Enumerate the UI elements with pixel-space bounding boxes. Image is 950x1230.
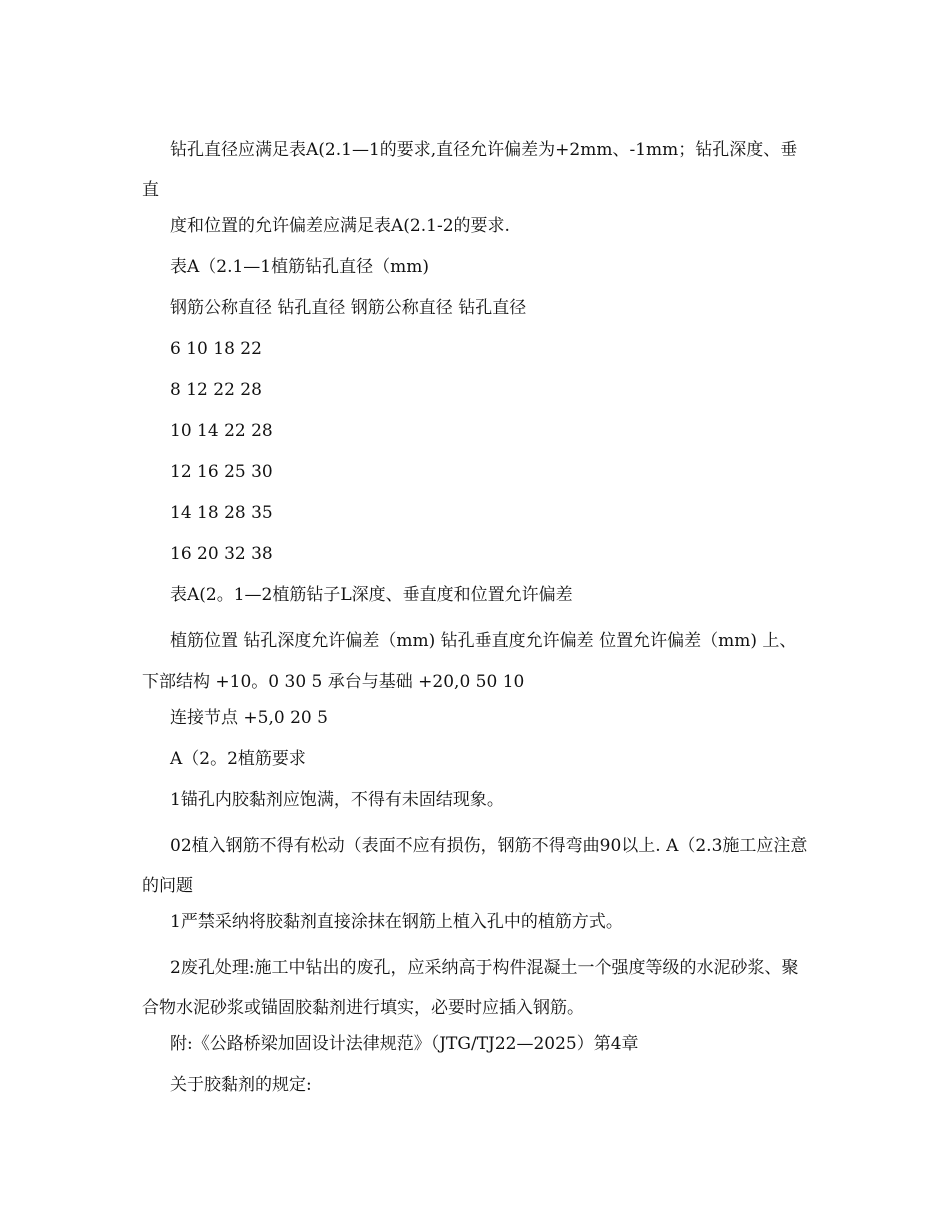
table-row: 8 12 22 28 (170, 380, 262, 400)
table-row: 14 18 28 35 (170, 503, 273, 523)
table-a-2-1-2-title: 表A(2。1—2植筋钻子L深度、垂直度和位置允许偏差 (170, 585, 573, 605)
section-heading-a-2-2: A（2。2植筋要求 (170, 749, 306, 769)
table-a-2-1-1-header: 钢筋公称直径 钻孔直径 钢筋公称直径 钻孔直径 (170, 298, 527, 318)
list-item: 1严禁采纳将胶黏剂直接涂抹在钢筋上植入孔中的植筋方式。 (170, 912, 623, 932)
appendix-reference: 附:《公路桥梁加固设计法律规范》（JTG/TJ22—2025）第4章 (170, 1034, 639, 1054)
paragraph-tolerance-reference: 度和位置的允许偏差应满足表A(2.1-2的要求. (170, 216, 510, 236)
list-item: 1锚孔内胶黏剂应饱满，不得有未固结现象。 (170, 790, 504, 810)
list-item: 02植入钢筋不得有松动（表面不应有损伤，钢筋不得弯曲90以上. A（2.3施工应注意的问题 (142, 836, 808, 896)
table-row: 10 14 22 28 (170, 421, 273, 441)
table-a-2-1-1-title: 表A（2.1—1植筋钻孔直径（mm) (170, 257, 430, 277)
appendix-subheading: 关于胶黏剂的规定: (170, 1075, 312, 1095)
table-row: 12 16 25 30 (170, 462, 273, 482)
paragraph-drill-diameter: 钻孔直径应满足表A(2.1—1的要求,直径允许偏差为+2mm、-1mm；钻孔深度、垂直 (142, 140, 798, 200)
table-row: 6 10 18 22 (170, 339, 262, 359)
table-row: 连接节点 +5,0 20 5 (170, 708, 328, 728)
table-row: 16 20 32 38 (170, 544, 273, 564)
list-item: 2废孔处理:施工中钻出的废孔，应采纳高于构件混凝土一个强度等级的水泥砂浆、聚合物水泥砂浆或锚固胶黏剂进行填实，必要时应插入钢筋。 (142, 958, 799, 1018)
table-a-2-1-2-content: 植筋位置 钻孔深度允许偏差（mm) 钻孔垂直度允许偏差 位置允许偏差（mm) 上、下部结构 +10。0 30 5 承台与基础 +20,0 50 10 (142, 631, 797, 692)
